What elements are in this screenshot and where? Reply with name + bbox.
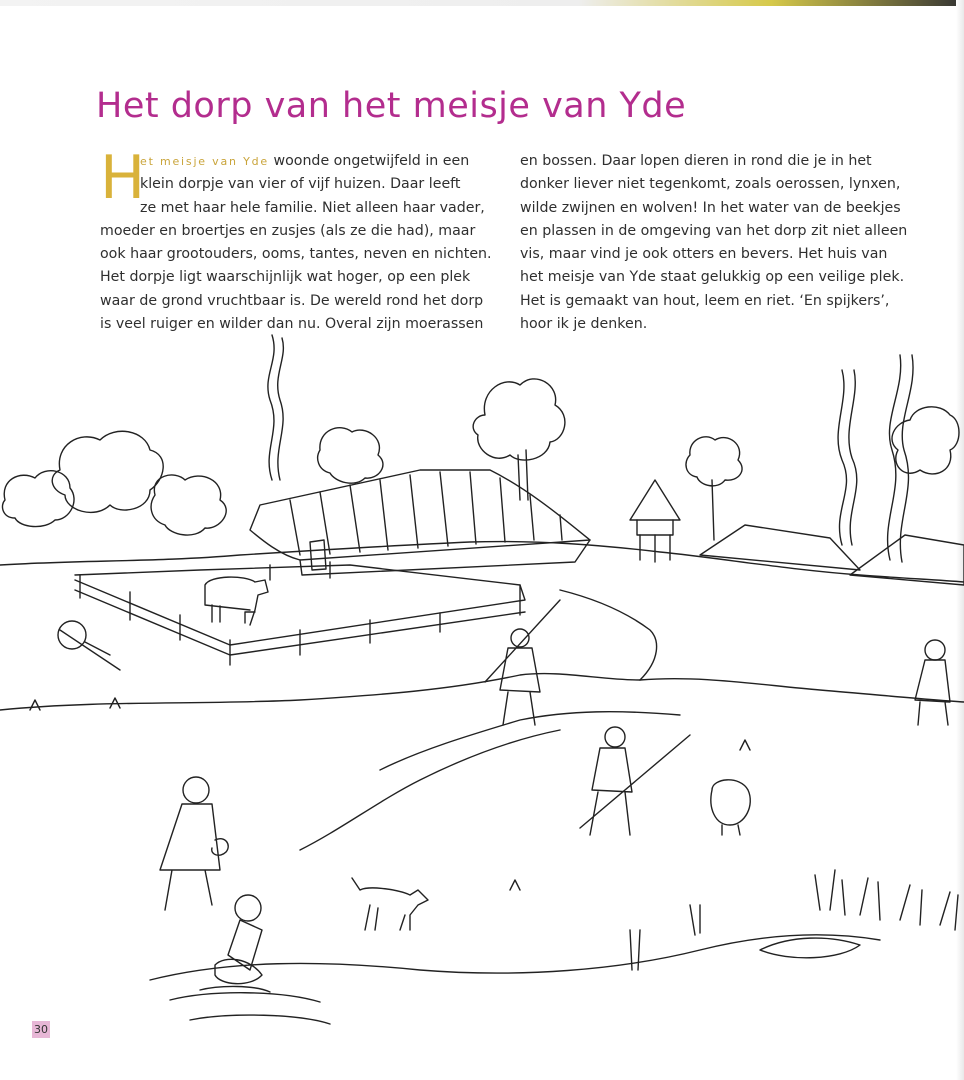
person-right-head: [925, 640, 945, 660]
tree-canopy: [52, 431, 163, 512]
text-line: waar de grond vruchtbaar is. De wereld rond het dorp: [100, 292, 484, 309]
house-roof-right: [700, 525, 860, 570]
text-line: vis, maar vind je ook otters en bevers. Het huis van: [520, 246, 888, 263]
text-line: en plassen in de omgeving van het dorp zit niet alleen: [520, 222, 908, 239]
cow: [205, 577, 268, 625]
smoke-plume: [849, 370, 857, 545]
man-walking-body: [485, 600, 560, 725]
path-edge: [0, 674, 640, 710]
granary-roof: [630, 480, 680, 520]
man-spear-body: [580, 735, 690, 835]
page-top-edge: [0, 0, 964, 6]
text-line: [100, 150, 495, 173]
girl-head: [235, 895, 261, 921]
tree-canopy: [473, 379, 565, 460]
girl-body: [215, 920, 262, 984]
path-edge: [300, 730, 560, 850]
smoke-plume: [268, 335, 274, 480]
woman-head: [183, 777, 209, 803]
right-text-column: [520, 150, 915, 336]
tree-canopy: [686, 437, 742, 486]
smoke-plume: [278, 338, 284, 480]
left-text-column: [100, 143, 495, 336]
man-spear-head: [605, 727, 625, 747]
smoke-plume: [838, 370, 846, 545]
grass-tuft: [30, 698, 750, 890]
text-line: hoor ik je denken.: [520, 316, 648, 333]
granary-posts: [640, 535, 670, 562]
person-right-body: [915, 660, 950, 725]
text-line: moeder en broertjes en zusjes (als ze die had), maar: [100, 222, 476, 239]
page-title: Het dorp van het meisje van Yde: [96, 86, 687, 126]
smallcaps-lead: et meisje van Yde: [140, 155, 269, 168]
text-line: klein dorpje van vier of vijf huizen. Daar leeft: [140, 176, 461, 193]
path-edge: [380, 712, 680, 770]
water-edge: [150, 935, 880, 980]
text-line: donker liever niet tegenkomt, zoals oerossen, lynxen,: [520, 176, 901, 193]
tree-canopy: [2, 471, 74, 527]
drop-cap: H: [100, 143, 146, 213]
granary-body: [637, 520, 673, 535]
text-line: en bossen. Daar lopen dieren in rond die je in het: [520, 153, 872, 169]
water-ripple: [170, 986, 330, 1024]
text-line: het meisje van Yde staat gelukkig op een veilige plek.: [520, 269, 905, 286]
text-line: Het is gemaakt van hout, leem en riet. ‘En spijkers’,: [520, 292, 890, 309]
farmhouse-roof: [250, 470, 590, 560]
smoke-plume: [900, 355, 913, 562]
woman-body: [160, 804, 228, 910]
smoke-plume: [888, 355, 901, 560]
tree-trunk: [518, 450, 528, 500]
text-line: is veel ruiger en wilder dan nu. Overal zijn moerassen: [100, 316, 484, 333]
text-line-part: woonde ongetwijfeld in een: [268, 153, 470, 169]
dog: [352, 878, 428, 930]
tree-canopy: [151, 475, 226, 535]
page-number: 30: [34, 1023, 48, 1036]
posts-in-water: [630, 905, 700, 970]
water-ripple: [760, 938, 860, 958]
text-line: ook haar grootouders, ooms, tantes, neven en nichten.: [100, 246, 492, 263]
text-line: Het dorpje ligt waarschijnlijk wat hoger, op een plek: [100, 269, 471, 286]
village-illustration: [0, 330, 964, 1060]
path-edge: [560, 590, 657, 680]
tree-trunk: [712, 480, 714, 540]
reeds: [815, 870, 958, 930]
tree-canopy: [318, 428, 383, 483]
pig: [711, 780, 750, 835]
text-line: wilde zwijnen en wolven! In het water van de beekjes: [520, 199, 901, 216]
text-line: ze met haar hele familie. Niet alleen haar vader,: [140, 199, 485, 216]
cart-frame: [60, 630, 120, 670]
